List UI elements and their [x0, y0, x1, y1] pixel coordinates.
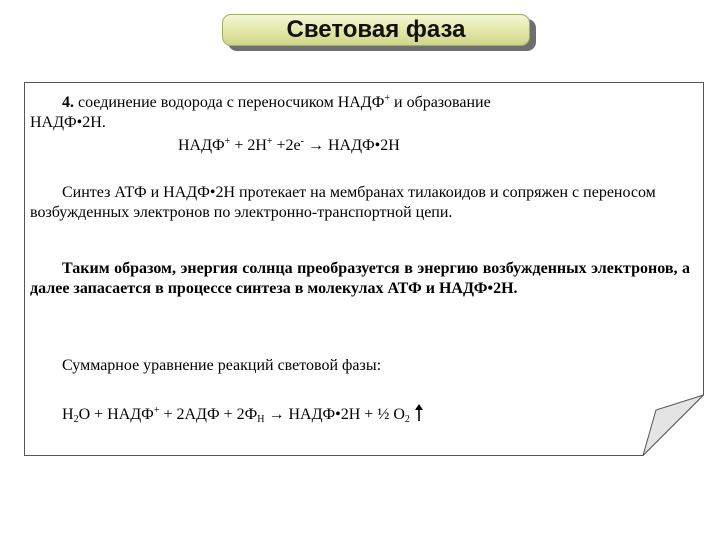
- eq2-sup-b: +: [153, 405, 160, 416]
- equation-nadp-reduction: [178, 136, 400, 156]
- eq1-sup-b: +: [266, 136, 273, 147]
- eq2-sub-c: Н: [257, 414, 265, 425]
- eq2-sub-a: 2: [73, 414, 79, 425]
- eq1-term-c: +2е: [272, 137, 301, 154]
- eq2-term-c: + 2АДФ + 2Ф: [159, 406, 258, 423]
- paragraph-conclusion: Таким образом, энергия солнца преобразуется в энергию возбужденных электронов, а далее запасается в процессе синтеза в молекулах АТФ и НАДФ•2Н.: [30, 260, 690, 297]
- paragraph-synthesis: Синтез АТФ и НАДФ•2Н протекает на мембранах тилакоидов и сопряжен с переносом возбужденных электронов по электронно-транспортной цепи.: [30, 184, 656, 221]
- para1-line2: НАДФ•2Н.: [30, 114, 106, 131]
- eq2-term-b: О + НАДФ: [78, 406, 154, 423]
- equation-light-phase-summary: [62, 404, 424, 425]
- eq1-sup-a: +: [224, 136, 231, 147]
- eq1-sup-c: -: [300, 136, 304, 147]
- arrow-up-icon: [414, 404, 424, 422]
- para1-text: соединение водорода с переносчиком НАДФ: [74, 94, 385, 111]
- eq1-term-b: + 2Н: [230, 137, 267, 154]
- eq1-arrow: →: [304, 137, 328, 154]
- item-number: 4.: [62, 94, 74, 111]
- eq2-arrow: →: [264, 406, 289, 423]
- paragraph-nadp-binding: [30, 93, 690, 133]
- eq2-sub-d: 2: [404, 414, 410, 425]
- eq2-term-d: НАДФ•2Н + ½ О: [288, 406, 405, 423]
- eq1-term-d: НАДФ•2Н: [328, 137, 400, 154]
- para1-text2: и образование: [390, 94, 491, 111]
- slide-title: Световая фаза: [222, 14, 530, 46]
- title-banner: [222, 14, 536, 48]
- eq1-term-a: НАДФ: [178, 137, 225, 154]
- paragraph-summary-label: Суммарное уравнение реакций световой фазы:: [62, 357, 382, 374]
- para1-sup: +: [384, 93, 390, 104]
- eq2-term-a: Н: [62, 406, 74, 423]
